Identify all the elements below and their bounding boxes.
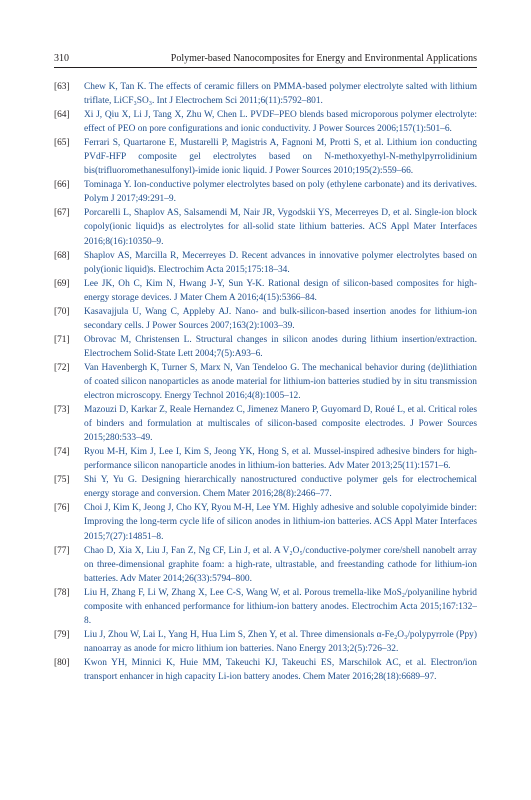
reference-item bbox=[54, 445, 477, 473]
reference-item bbox=[54, 544, 477, 586]
reference-link[interactable]: Xi J, Qiu X, Li J, Tang X, Zhu W, Chen L. PVDF–PEO blends based microporous polymer electrolyte: effect of PEO on pore configurations and ionic conductivity. J Power Sources 2006;157(1):501–6. bbox=[84, 110, 477, 135]
reference-item bbox=[54, 108, 477, 136]
reference-list bbox=[54, 80, 477, 684]
reference-number: [70] bbox=[54, 306, 70, 317]
reference-number: [77] bbox=[54, 545, 70, 556]
reference-item bbox=[54, 473, 477, 501]
reference-item bbox=[54, 80, 477, 108]
reference-number: [68] bbox=[54, 250, 70, 261]
reference-link[interactable]: Kasavajjula U, Wang C, Appleby AJ. Nano- and bulk-silicon-based insertion anodes for lithium-ion secondary cells. J Power Sources 2007;163(2):1003–39. bbox=[84, 306, 477, 331]
reference-link[interactable]: Liu H, Zhang F, Li W, Zhang X, Lee C-S, Wang W, et al. Porous tremella-like MoS₂/polyaniline hybrid composite with enhanced performance for lithium-ion battery anodes. Electrochim Acta 2015;167:132–8. bbox=[84, 587, 477, 626]
reference-item bbox=[54, 403, 477, 445]
reference-item bbox=[54, 586, 477, 628]
reference-number: [79] bbox=[54, 629, 70, 640]
reference-number: [69] bbox=[54, 278, 70, 289]
reference-number: [75] bbox=[54, 475, 70, 486]
reference-number: [80] bbox=[54, 657, 70, 668]
reference-number: [67] bbox=[54, 208, 70, 219]
reference-link[interactable]: Choi J, Kim K, Jeong J, Cho KY, Ryou M-H, Lee YM. Highly adhesive and soluble copolyimide binder: Improving the long-term cycle life of silicon anodes in lithium-ion batteries. ACS Appl Mater Interfaces 2015;7(27):14851–8. bbox=[84, 503, 477, 542]
reference-number: [71] bbox=[54, 334, 70, 345]
page-number: 310 bbox=[54, 53, 69, 64]
reference-item bbox=[54, 333, 477, 361]
reference-link[interactable]: Ferrari S, Quartarone E, Mustarelli P, Magistris A, Fagnoni M, Protti S, et al. Lithium ion conducting PVdF-HFP composite gel electrolytes based on N-methoxyethyl-N-methylpyrrolidinium bis(trifluoromethanesulfonyl)-imide ionic liquid. J Power Sources 2010;195(2):559–66. bbox=[84, 138, 477, 177]
reference-number: [73] bbox=[54, 405, 70, 416]
reference-item bbox=[54, 361, 477, 403]
reference-item bbox=[54, 249, 477, 277]
reference-link[interactable]: Kwon YH, Minnici K, Huie MM, Takeuchi KJ, Takeuchi ES, Marschilok AC, et al. Electron/ion transport enhancer in high capacity Li-ion battery anodes. Chem Mater 2016;28(18):6689–97. bbox=[84, 657, 477, 682]
reference-item bbox=[54, 305, 477, 333]
reference-link[interactable]: Ryou M-H, Kim J, Lee I, Kim S, Jeong YK, Hong S, et al. Mussel-inspired adhesive binders for high-performance silicon nanoparticle anodes in lithium-ion batteries. Adv Mater 2013;25(11):1571–6. bbox=[84, 447, 477, 472]
reference-link[interactable]: Chew K, Tan K. The effects of ceramic fillers on PMMA-based polymer electrolyte salted with lithium triflate, LiCF₃SO₃. Int J Electrochem Sci 2011;6(11):5792–801. bbox=[84, 82, 477, 107]
reference-number: [78] bbox=[54, 587, 70, 598]
reference-item bbox=[54, 136, 477, 178]
reference-link[interactable]: Mazouzi D, Karkar Z, Reale Hernandez C, Jimenez Manero P, Guyomard D, Roué L, et al. Critical roles of binders and formulation at multiscales of silicon-based composite electrodes. J Power Sources 2015;280:533–49. bbox=[84, 405, 477, 444]
reference-item bbox=[54, 501, 477, 543]
reference-link[interactable]: Shi Y, Yu G. Designing hierarchically nanostructured conductive polymer gels for electrochemical energy storage and conversion. Chem Mater 2016;28(8):2466–77. bbox=[84, 475, 477, 500]
reference-number: [63] bbox=[54, 82, 70, 92]
reference-number: [76] bbox=[54, 503, 70, 514]
reference-number: [64] bbox=[54, 110, 70, 121]
reference-item bbox=[54, 656, 477, 684]
reference-link[interactable]: Chao D, Xia X, Liu J, Fan Z, Ng CF, Lin J, et al. A V₂O₅/conductive-polymer core/shell nanobelt array on three-dimensional graphite foam: a high-rate, ultrastable, and freestanding cathode for lithium-ion batteries. Adv Mater 2014;26(33):5794–800. bbox=[84, 545, 477, 584]
reference-number: [66] bbox=[54, 180, 70, 191]
reference-link[interactable]: Obrovac M, Christensen L. Structural changes in silicon anodes during lithium insertion/extraction. Electrochem Solid-State Lett 2004;7(5):A93–6. bbox=[84, 334, 477, 359]
reference-link[interactable]: Tominaga Y. Ion-conductive polymer electrolytes based on poly (ethylene carbonate) and its derivatives. Polym J 2017;49:291–9. bbox=[84, 180, 477, 205]
reference-link[interactable]: Lee JK, Oh C, Kim N, Hwang J-Y, Sun Y-K. Rational design of silicon-based composites for high-energy storage devices. J Mater Chem A 2016;4(15):5366–84. bbox=[84, 278, 477, 303]
reference-number: [72] bbox=[54, 362, 70, 373]
reference-link[interactable]: Van Havenbergh K, Turner S, Marx N, Van Tendeloo G. The mechanical behavior during (de)lithiation of coated silicon nanoparticles as anode material for lithium-ion batteries studied by in situ transmission electron microscopy. Energy Technol 2016;4(8):1005–12. bbox=[84, 362, 477, 402]
reference-link[interactable]: Shaplov AS, Marcilla R, Mecerreyes D. Recent advances in innovative polymer electrolytes based on poly(ionic liquid)s. Electrochim Acta 2015;175:18–34. bbox=[84, 250, 477, 275]
reference-item bbox=[54, 628, 477, 656]
running-title: Polymer-based Nanocomposites for Energy and Environmental Applications bbox=[170, 53, 477, 64]
header-rule bbox=[54, 67, 477, 68]
reference-link[interactable]: Porcarelli L, Shaplov AS, Salsamendi M, Nair JR, Vygodskii YS, Mecerreyes D, et al. Single-ion block copoly(ionic liquid)s as electrolytes for all-solid state lithium batteries. ACS Appl Mater Interfaces 2016;8(16):10350–9. bbox=[84, 208, 477, 247]
reference-item bbox=[54, 277, 477, 305]
reference-number: [74] bbox=[54, 447, 70, 458]
reference-link[interactable]: Liu J, Zhou W, Lai L, Yang H, Hua Lim S, Zhen Y, et al. Three dimensionals α-Fe₂O₃/polypyrrole (Ppy) nanoarray as anode for micro lithium ion batteries. Nano Energy 2013;2(5):726–32. bbox=[84, 629, 477, 654]
reference-item bbox=[54, 178, 477, 206]
reference-item bbox=[54, 206, 477, 248]
reference-number: [65] bbox=[54, 138, 70, 149]
